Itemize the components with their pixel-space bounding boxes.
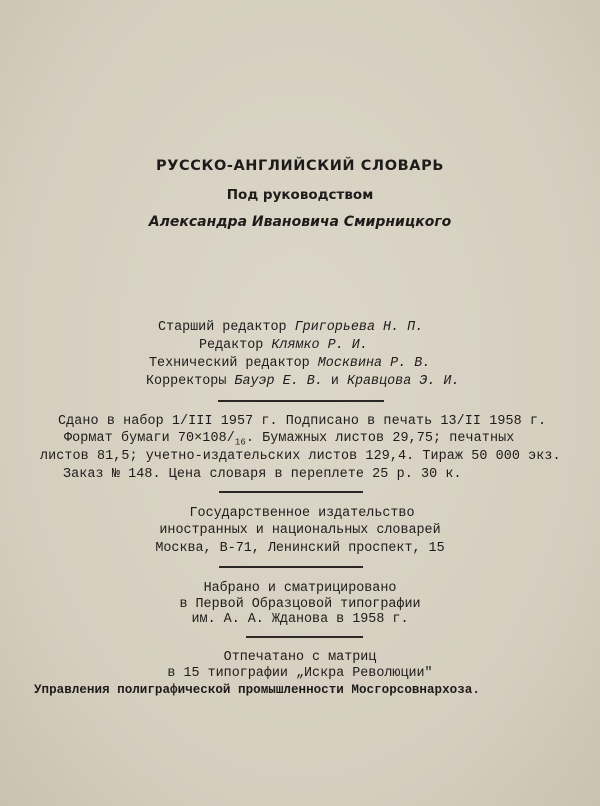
staff-name: Клямко Р. И. bbox=[271, 338, 368, 353]
paper-sheets: . Бумажных листов 29,75; печатных bbox=[245, 431, 515, 446]
dictionary-title: РУССКО-АНГЛИЙСКИЙ СЛОВАРЬ bbox=[156, 158, 444, 174]
printed-line: Управления полиграфической промышленности Мосгорсовнархоза. bbox=[34, 683, 480, 697]
separator bbox=[219, 491, 363, 493]
staff-tech-editor bbox=[149, 356, 430, 371]
staff-role: Технический редактор bbox=[149, 356, 310, 371]
typeset-line: им. А. А. Жданова в 1958 г. bbox=[191, 612, 409, 627]
staff-editor bbox=[199, 338, 368, 353]
typeset-line: Набрано и сматрицировано bbox=[203, 581, 397, 596]
separator bbox=[219, 566, 363, 568]
subtitle: Под руководством bbox=[226, 187, 374, 203]
separator bbox=[246, 636, 363, 638]
publisher-line: Москва, В-71, Ленинский проспект, 15 bbox=[155, 541, 445, 556]
print-info-line: листов 81,5; учетно-издательских листов 129,4. Тираж 50 000 экз. bbox=[40, 449, 561, 464]
print-info-line: Заказ № 148. Цена словаря в переплете 25 р. 30 к. bbox=[63, 467, 462, 482]
staff-role: Корректоры bbox=[146, 374, 227, 389]
staff-name: Москвина Р. В. bbox=[317, 356, 431, 371]
print-info-line bbox=[64, 431, 514, 448]
staff-role: Старший редактор bbox=[158, 320, 287, 335]
staff-name: Кравцова Э. И. bbox=[346, 374, 460, 389]
staff-senior-editor bbox=[158, 320, 423, 335]
author-name: Александра Ивановича Смирницкого bbox=[148, 214, 452, 230]
printed-line: в 15 типографии „Искра Революции" bbox=[167, 666, 433, 681]
publisher-line: иностранных и национальных словарей bbox=[159, 523, 441, 538]
staff-role: Редактор bbox=[199, 338, 264, 353]
publisher-line: Государственное издательство bbox=[189, 506, 415, 521]
staff-proofreaders bbox=[146, 374, 459, 389]
printed-line: Отпечатано с матриц bbox=[223, 650, 377, 665]
typeset-line: в Первой Образцовой типографии bbox=[179, 597, 421, 612]
print-info-line: Сдано в набор 1/III 1957 г. Подписано в печать 13/II 1958 г. bbox=[58, 414, 547, 429]
staff-conj: и bbox=[330, 374, 339, 389]
separator bbox=[218, 400, 384, 402]
paper-format-sub: 16 bbox=[234, 437, 246, 448]
paper-format: Формат бумаги 70×108/ bbox=[64, 431, 235, 446]
staff-name: Григорьева Н. П. bbox=[294, 320, 424, 335]
staff-name: Бауэр Е. В. bbox=[234, 374, 323, 389]
